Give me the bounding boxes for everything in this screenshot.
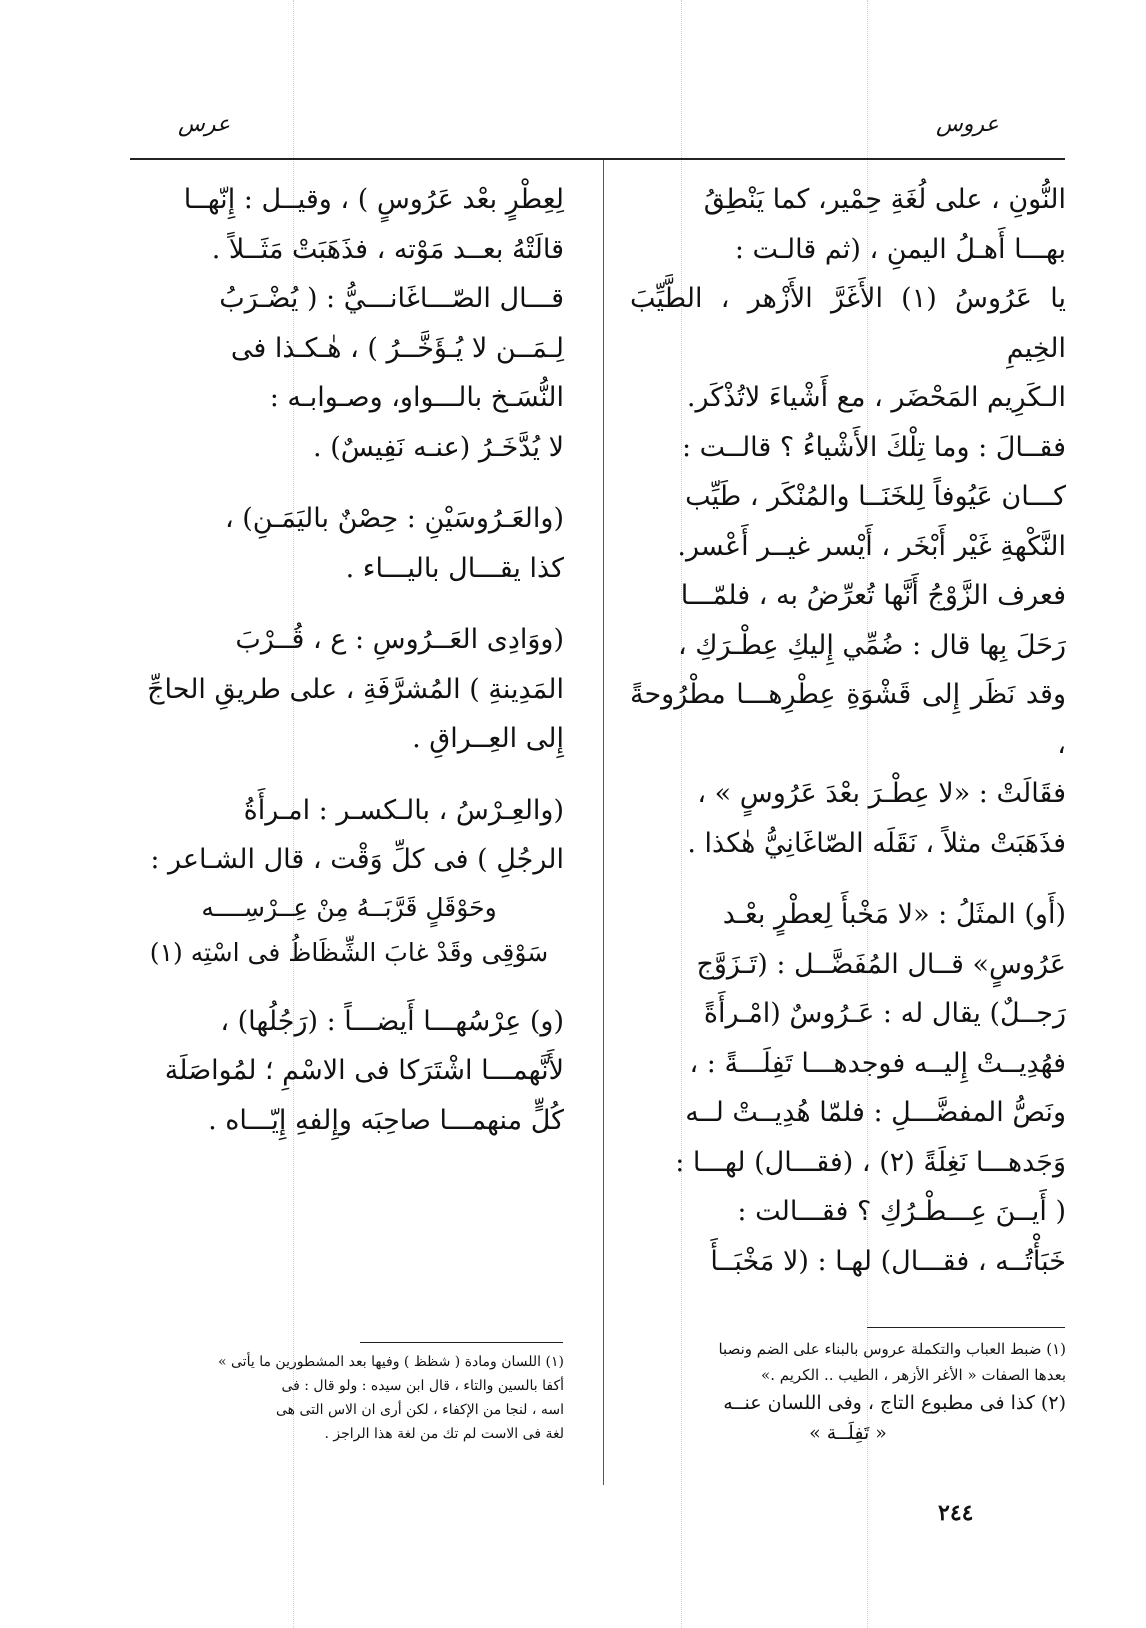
text-line: لا يُدَّخَـرُ (عنـه نَفِيسٌ) . <box>313 431 564 463</box>
paragraph-gap <box>630 868 1066 890</box>
text-line: كـــان عَيُوفاً لِلخَنَــا والمُنْكَر ، طَيِّب <box>685 481 1066 512</box>
text-line: النُّونِ ، على لُغَةِ حِمْير، كما يَنْطِقُ <box>703 184 1066 215</box>
text-line: لأَنَّهمـــا اشْتَرَكا فى الاسْمِ ؛ لمُواصَلَة <box>164 1055 564 1086</box>
text-line: فقــالَ : وما تِلْكَ الأَشْياءُ ؟ قالــت : <box>681 431 1066 463</box>
text-line: عَرُوسٍ» قــال المُفَضَّــل : (تَـزَوَّج <box>696 948 1066 980</box>
footnote-line: « تَفِلَــة » <box>809 1422 887 1444</box>
text-line: الـكَرِيم المَحْضَر ، مع أَشْياءَ لاتُذْكَر. <box>686 382 1066 413</box>
text-line: رَجــلٌ) يقال له : عَـرُوسٌ (امْـرأَةً <box>703 998 1066 1029</box>
text-line: وَجَدهـــا نَغِلَةً (٢) ، (فقـــال) لهـــا : <box>675 1146 1066 1178</box>
footnote-line: بعدها الصفات « الأغر الأزهر ، الطيب .. الكريم .» <box>761 1366 1066 1384</box>
text-line: ( أَيــنَ عِـــطْـرُكِ ؟ فقـــالت : <box>737 1196 1066 1227</box>
text-line: لِعِطْرٍ بعْد عَرُوسٍ ) ، وقيــل : إِنّهــا <box>183 184 564 215</box>
footnote-rule <box>867 1327 1065 1328</box>
right-column <box>630 175 1066 1286</box>
text-line: (و) عِرْسُهـــا أَيضـــاً : (رَجُلُها) ، <box>220 1005 564 1037</box>
page-number: ٢٤٤ <box>938 1500 974 1526</box>
text-line: قـــال الصّـــاغَانـــيُّ : ( يُضْـرَبُ <box>219 283 564 314</box>
footnote-rule <box>360 1342 563 1343</box>
text-line: فذَهَبَتْ مثلاً ، نَقَلَه الصّاغَانِيُّ هٰكذا . <box>687 827 1066 859</box>
left-column <box>134 175 564 1145</box>
text-line: فعرف الزَّوْجُ أَنَّها تُعرِّضُ به ، فلمّـــا <box>680 580 1066 611</box>
text-line: (أَو) المثَلُ : «لا مَخْبأَ لِعطْرٍ بعْـد <box>722 899 1066 930</box>
verse-line: وحَوْقَلٍ قَرَّبَــهُ مِنْ عِــرْسِــــه <box>201 892 497 922</box>
text-line: (والعَـرُوسَيْنِ : حِصْنٌ باليَمَـنِ) ، <box>224 503 564 534</box>
text-line: إِلى العِــراقِ . <box>412 723 564 754</box>
text-line: يا عَرُوسُ (١) الأَغَرَّ الأَزْهر ، الطَّيِّبَ الخِيمِ <box>630 283 1067 364</box>
column-divider <box>603 160 604 1485</box>
text-line: (والعِـرْسُ ، بالـكسـر : امـرأَةُ <box>243 794 564 826</box>
text-line: كُلٍّ منهمـــا صاحِبَه وإِلفهِ إِيّـــاه . <box>208 1104 564 1136</box>
text-line: كذا يقـــال باليـــاء . <box>345 552 564 584</box>
footnote-line: (٢) كذا فى مطبوع التاج ، وفى اللسان عنــه <box>723 1392 1066 1414</box>
text-line: بهـــا أَهـلُ اليمنِ ، (ثم قالـت : <box>734 233 1066 265</box>
text-line: ونَصُّ المفضَّـــلِ : فلمّا هُدِيــتْ لــه <box>685 1097 1066 1128</box>
footnotes-right <box>630 1336 1066 1448</box>
text-line: المَدِينةِ ) المُشرَّفَةِ ، على طريقِ الحاجِّ <box>147 673 564 705</box>
running-header-left: عرس <box>178 112 231 137</box>
text-line: فهُدِيــتْ إِليــه فوجدهـــا تَفِلَـــةً : ، <box>689 1047 1066 1079</box>
text-line: قالَتْهُ بعــد مَوْته ، فذَهَبَتْ مَثَــلاً . <box>211 233 564 265</box>
text-line: النُّسَـخ بالـــواو، وصـوابـه : <box>269 382 564 413</box>
text-line: رَحَلَ بِها قال : ضُمِّي إِليكِ عِطْـرَكِ ، <box>678 629 1066 661</box>
verse-line: سَوْقِى وقَدْ غابَ الشِّظَاظُ فى اسْتِه (١) <box>149 937 549 967</box>
footnote-line: لغة فى الاست لم تك من لغة هذا الراجز . <box>324 1426 564 1442</box>
text-line: خَبَأْتُــه ، فقـــال) لهـا : (لا مَخْبَــأَ <box>710 1245 1066 1277</box>
text-line: الرجُلِ ) فى كلِّ وَقْت ، قال الشـاعر : <box>150 844 564 875</box>
footnotes-left <box>134 1350 564 1446</box>
text-line: لِـمَــن لا يُـؤَخَّــرُ ) ، هٰـكـذا فى <box>230 332 564 364</box>
footnote-line: (١) ضبط العباب والتكملة عروس بالبناء على الضم ونصبا <box>718 1340 1066 1358</box>
header-rule <box>130 158 1065 160</box>
running-header-right: عروس <box>936 112 999 137</box>
text-line: وقد نَظَر إِلى قَشْوَةِ عِطْرِهـــا مطْرُوحةً ، <box>630 679 1066 760</box>
footnote-line: اسه ، لنجا من الإكفاء ، لكن أرى ان الاس التى هى <box>275 1402 564 1418</box>
text-line: فقَالَتْ : «لا عِطْـرَ بعْدَ عَرُوسٍ » ، <box>697 778 1066 809</box>
paragraph-gap <box>134 593 564 615</box>
footnote-line: (١) اللسان ومادة ( شظظ ) وفيها بعد المشطورين ما يأتى » <box>218 1354 564 1370</box>
footnote-line: أكفا بالسين والتاء ، قال ابن سيده : ولو قال : فى <box>281 1378 564 1394</box>
text-line: النَّكْهةِ غَيْر أَبْخَر ، أَيْسر غيــر أَعْسر. <box>677 530 1066 562</box>
paragraph-gap <box>134 975 564 997</box>
text-line: (ووَادِى العَــرُوسِ : ع ، قُــرْبَ <box>235 624 564 655</box>
paragraph-gap <box>134 472 564 494</box>
paragraph-gap <box>134 764 564 786</box>
